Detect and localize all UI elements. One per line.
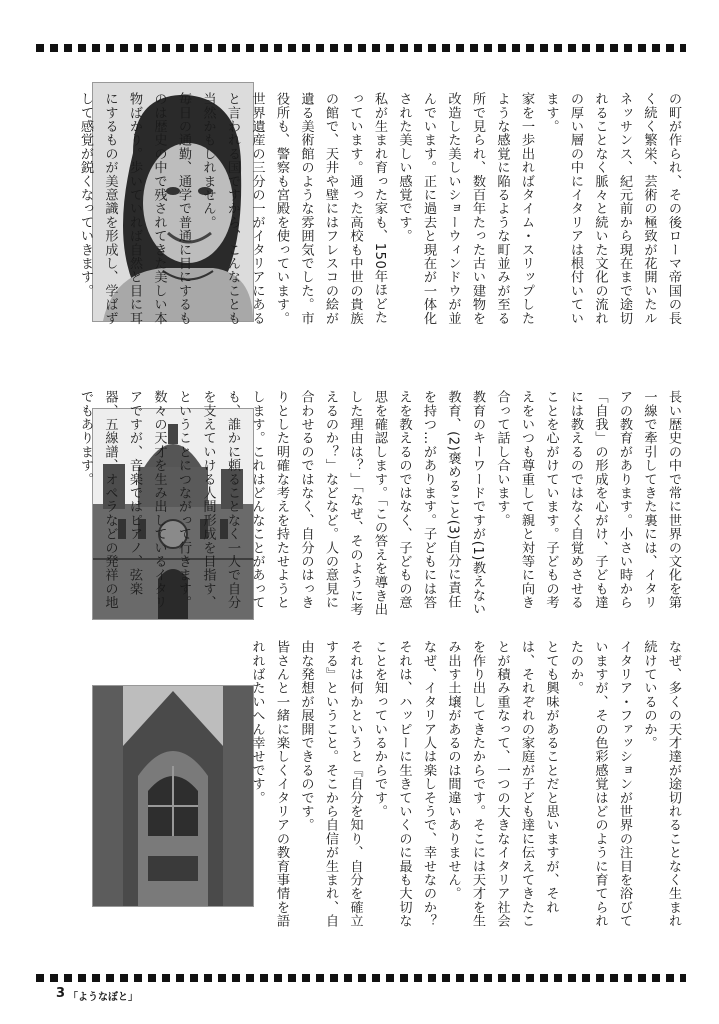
article-column-1	[78, 92, 685, 332]
column2-paragraph-3: 数々の天才を生み出しているイタリアですが、音楽ではピアノ、弦楽器、五線譜、オペラなどの発祥の地でもあります。	[78, 390, 167, 610]
column3-paragraph-6: 皆さんと一緒に楽しくイタリアの教育事情を語れればたいへん幸せです。	[249, 640, 289, 928]
column1-paragraph-2: 家を一歩出ればタイム・スリップしたような感覚に陥るような町並みが至る所で見られ、数百年たった古い建物を改造した美しいショーウィンドウが並んでいます。正に過去と現在が一体化された美しい感覚です。	[396, 92, 534, 325]
column2-paragraph-2: 教育のキーワードですが(1)教えない教育、(2)褒めること(3)自分に責任を持つ…があります。子どもには答えを教えるのではなく、子どもの意思を確認します。「この答えを導き出した理由は？」「なぜ、そのように考えるのか？」などなど。人の意見に合わせるのではなく、自分のはっきりとした明確な考えを持たせようとします。これはどんなことがあっても、誰かに頼ることなく一人で自分を支えていける人間形成を目指す、ということにつながって行きます。	[176, 390, 485, 617]
gothic-facade-photo	[92, 685, 254, 907]
publication-name: 「ようなぼと」	[68, 992, 138, 1003]
column3-paragraph-4: なぜ、イタリア人は楽しそうで、幸せなのか？それは、ハッピーに生きていくのに最も大切なことを知っているからです。	[372, 640, 436, 928]
column3-paragraph-1: なぜ、多くの天才達が途切れることなく生まれ続けているのか。	[641, 640, 681, 928]
article-column-2	[78, 390, 685, 620]
article-column-3	[249, 640, 685, 940]
column1-paragraph-1: の町が作られ、その後ローマ帝国の長く続く繁栄、芸術の極致が花開いたルネッサンス、紀元前から現在まで途切れることなく脈々と続いた文化の流れの厚い層の中にイタリアは根付いています。	[543, 92, 681, 325]
column1-paragraph-3: 私が生まれ育った家も、150年ほどたっています。通った高校も中世の貴族の館で、天井や壁にはフレスコの絵が遺る美術館のような雰囲気でした。市役所も、警察も宮殿を使っています。世界遺産の三分の一がイタリアにあると言われる国ですから、こんなことも当然かもしれません。	[200, 92, 387, 325]
bottom-dashed-rule	[36, 974, 686, 982]
gothic-facade-photo-image	[93, 686, 253, 906]
column3-paragraph-3: とても興味があることだと思いますが、それは、それぞれの家庭が子ども達に伝えてきたことが積み重なって、一つの大きなイタリア社会を作り出してきたからです。そこには天才を生み出す土壌があるのは間違いありません。	[445, 640, 559, 928]
top-dashed-rule	[36, 44, 686, 52]
column2-paragraph-1: 長い歴史の中で常に世界の文化を第一線で牽引してきた裏には、イタリアの教育があります。小さい時から「自我」の形成を心がけ、子ども達には教えるのではなく自覚めさせることを心がけています。子どもの考えをいつも尊重して親と対等に向き合って話し合います。	[494, 390, 681, 610]
page-number: 3	[56, 986, 66, 1001]
column3-paragraph-2: イタリア・ファッションが世界の注目を浴びていますが、その色彩感覚はどのように育てられたのか。	[568, 640, 632, 928]
column1-paragraph-4: 毎日の通勤、通学で普通に目にするものは歴史の中で残されてきた美しい本物ばかり。歩いていれば自然と目に耳にするものが美意識を形成し、学ばずして感覚が鋭くなっていきます。	[78, 92, 191, 325]
column3-paragraph-5: それは何かというと『自分を知り、自分を確立する』ということ。そこから自信が生まれ、自由な発想が展開できるのです。	[298, 640, 363, 928]
